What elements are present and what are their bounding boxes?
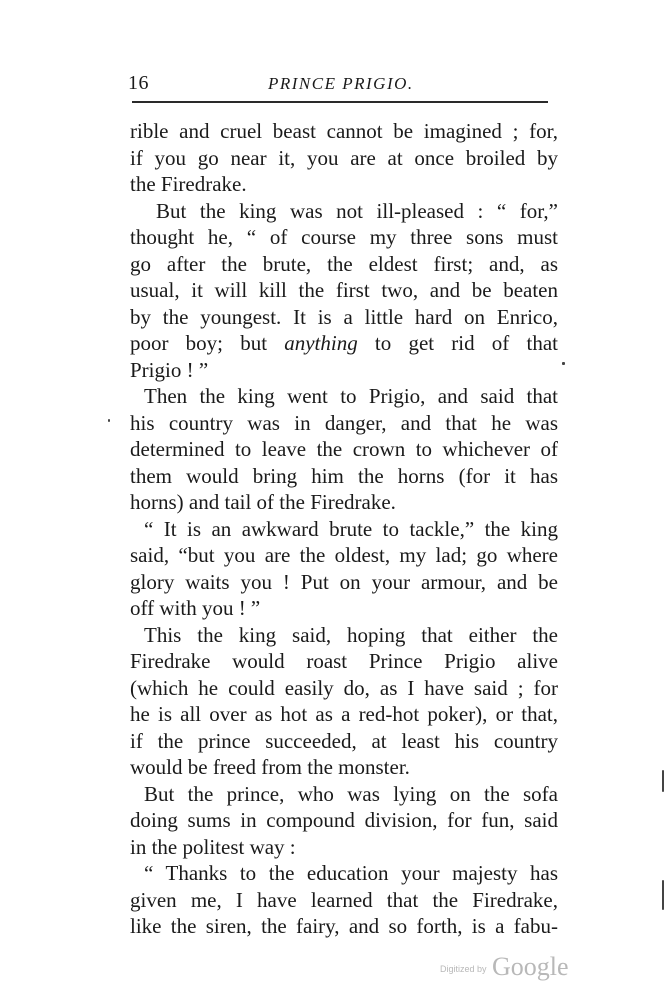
running-title: PRINCE PRIGIO. [268,74,414,93]
text-line: by the youngest. It is a little hard on Enrico, [130,304,558,329]
text-line: Prigio ! ” [130,357,209,382]
text-line: them would bring him the horns (for it has [130,463,558,488]
text-line: glory waits you ! Put on your armour, and be [130,569,558,594]
emphasized-word: anything [284,331,358,355]
text-line: This the king said, hoping that either the [144,622,558,647]
scan-speck [662,770,664,792]
text-line: rible and cruel beast cannot be imagined ; for, [130,119,558,143]
text-line: said, “but you are the oldest, my lad; go where [130,543,558,567]
text-line: usual, it will kill the first two, and be beaten [130,278,558,302]
digitized-watermark [440,952,580,982]
text-line: horns) and tail of the Firedrake. [130,490,396,514]
text-line: “ It is an awkward brute to tackle,” the king [144,516,558,541]
text-line: doing sums in compound division, for fun, said [130,808,558,832]
scan-speck [662,880,664,910]
text-line: his country was in danger, and that he was [130,410,558,435]
body-text [130,118,558,940]
text-line: off with you ! ” [130,596,261,620]
text-line: if you go near it, you are at once broiled by [130,145,558,170]
watermark-prefix: Digitized by [440,964,487,974]
text-line: thought he, “ of course my three sons must [130,225,558,249]
text-line: Then the king went to Prigio, and said that [144,384,558,408]
text-line: “ Thanks to the education your majesty has [144,861,558,885]
google-logo: Google [492,952,569,981]
text-line: like the siren, the fairy, and so forth, is a fabu- [130,914,558,938]
scan-speck [562,362,565,365]
text-line: in the politest way : [130,834,296,859]
text-line: But the king was not ill-pleased : “ for,” [156,198,558,223]
text-line: given me, I have learned that the Firedrake, [130,887,558,912]
scan-speck [108,419,110,422]
text-line: the Firedrake. [130,172,247,196]
text-line: But the prince, who was lying on the sofa [144,781,558,806]
header-rule [132,101,548,103]
text-line: Firedrake would roast Prince Prigio alive [130,649,558,673]
text-line: go after the brute, the eldest first; and, as [130,251,558,276]
text-line: he is all over as hot as a red-hot poker), or that, [130,702,558,726]
page-number: 16 [128,72,149,94]
text-line: poor boy; but anything to get rid of that [130,331,558,355]
text-line: if the prince succeeded, at least his country [130,728,558,753]
text-line: (which he could easily do, as I have said ; for [130,675,558,700]
text-line: would be freed from the monster. [130,755,410,779]
page-header [128,72,548,102]
text-line: determined to leave the crown to whichever of [130,437,558,461]
